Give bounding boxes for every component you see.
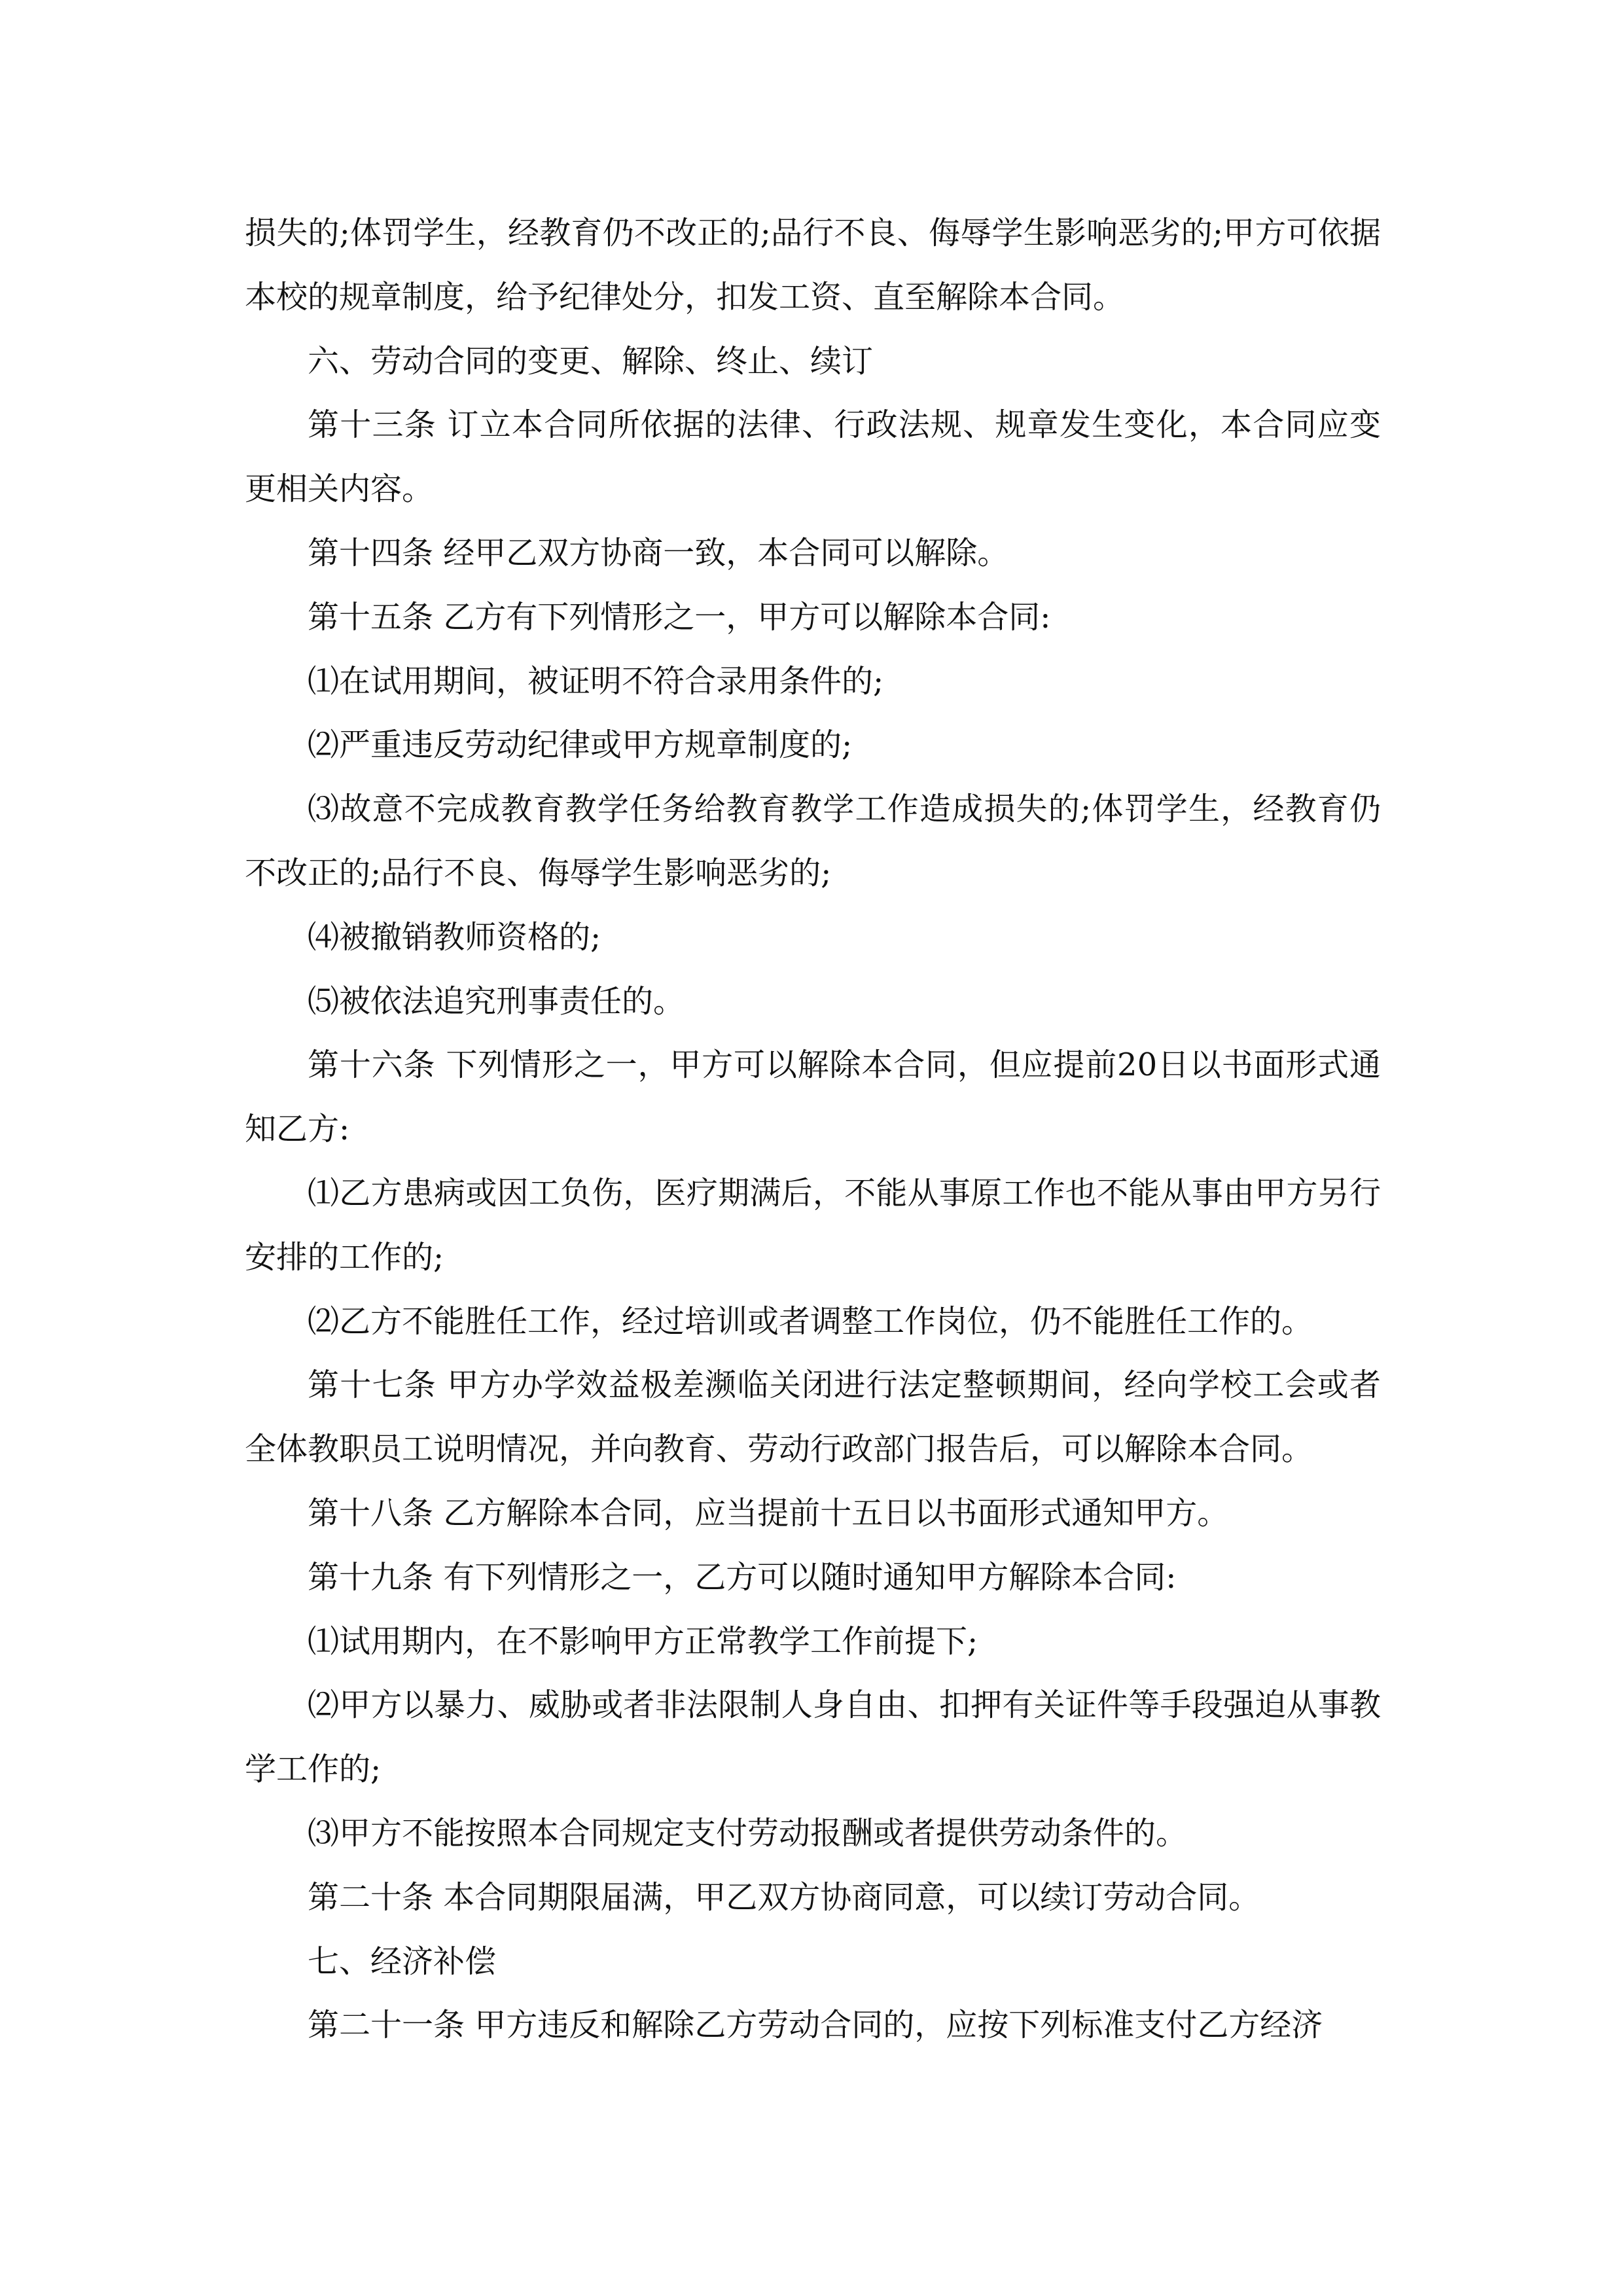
list-item: ⑴试用期内，在不影响甲方正常教学工作前提下; <box>308 1623 978 1660</box>
paragraph: 第二十一条 甲方违反和解除乙方劳动合同的，应按下列标准支付乙方经济 <box>308 2007 1323 2044</box>
list-item: ⑷被撤销教师资格的; <box>308 918 601 956</box>
list-item: ⑵甲方以暴力、威胁或者非法限制人身自由、扣押有关证件等手段强迫从事教学工作的; <box>245 1687 1381 1788</box>
list-item: ⑵乙方不能胜任工作，经过培训或者调整工作岗位，仍不能胜任工作的。 <box>308 1302 1313 1340</box>
list-item: ⑶甲方不能按照本合同规定支付劳动报酬或者提供劳动条件的。 <box>308 1814 1188 1852</box>
paragraph: 损失的;体罚学生，经教育仍不改正的;品行不良、侮辱学生影响恶劣的;甲方可依据本校的规章制度，给予纪律处分，扣发工资、直至解除本合同。 <box>245 215 1381 315</box>
paragraph: 第十六条 下列情形之一，甲方可以解除本合同，但应提前20日以书面形式通知乙方: <box>245 1047 1381 1148</box>
list-item: ⑴在试用期间，被证明不符合录用条件的; <box>308 662 884 700</box>
list-item: ⑴乙方患病或因工负伤，医疗期满后，不能从事原工作也不能从事由甲方另行安排的工作的; <box>245 1174 1381 1276</box>
paragraph: 第十三条 订立本合同所依据的法律、行政法规、规章发生变化，本合同应变更相关内容。 <box>245 406 1381 508</box>
document-body <box>245 202 1381 2058</box>
section-heading: 七、经济补偿 <box>308 1943 497 1980</box>
paragraph: 第十八条 乙方解除本合同，应当提前十五日以书面形式通知甲方。 <box>308 1494 1229 1532</box>
paragraph: 第十五条 乙方有下列情形之一，甲方可以解除本合同: <box>308 598 1051 636</box>
list-item: ⑸被依法追究刑事责任的。 <box>308 982 685 1020</box>
list-item: ⑵严重违反劳动纪律或甲方规章制度的; <box>308 726 853 764</box>
paragraph: 第十九条 有下列情形之一，乙方可以随时通知甲方解除本合同: <box>308 1558 1177 1596</box>
paragraph: 第十七条 甲方办学效益极差濒临关闭进行法定整顿期间，经向学校工会或者全体教职员工说明情况，并向教育、劳动行政部门报告后，可以解除本合同。 <box>245 1367 1381 1468</box>
paragraph: 第十四条 经甲乙双方协商一致，本合同可以解除。 <box>308 534 1009 571</box>
section-heading: 六、劳动合同的变更、解除、终止、续订 <box>308 342 874 380</box>
list-item: ⑶故意不完成教育教学任务给教育教学工作造成损失的;体罚学生，经教育仍不改正的;品行不良、侮辱学生影响恶劣的; <box>245 791 1381 891</box>
paragraph: 第二十条 本合同期限届满，甲乙双方协商同意，可以续订劳动合同。 <box>308 1878 1260 1916</box>
